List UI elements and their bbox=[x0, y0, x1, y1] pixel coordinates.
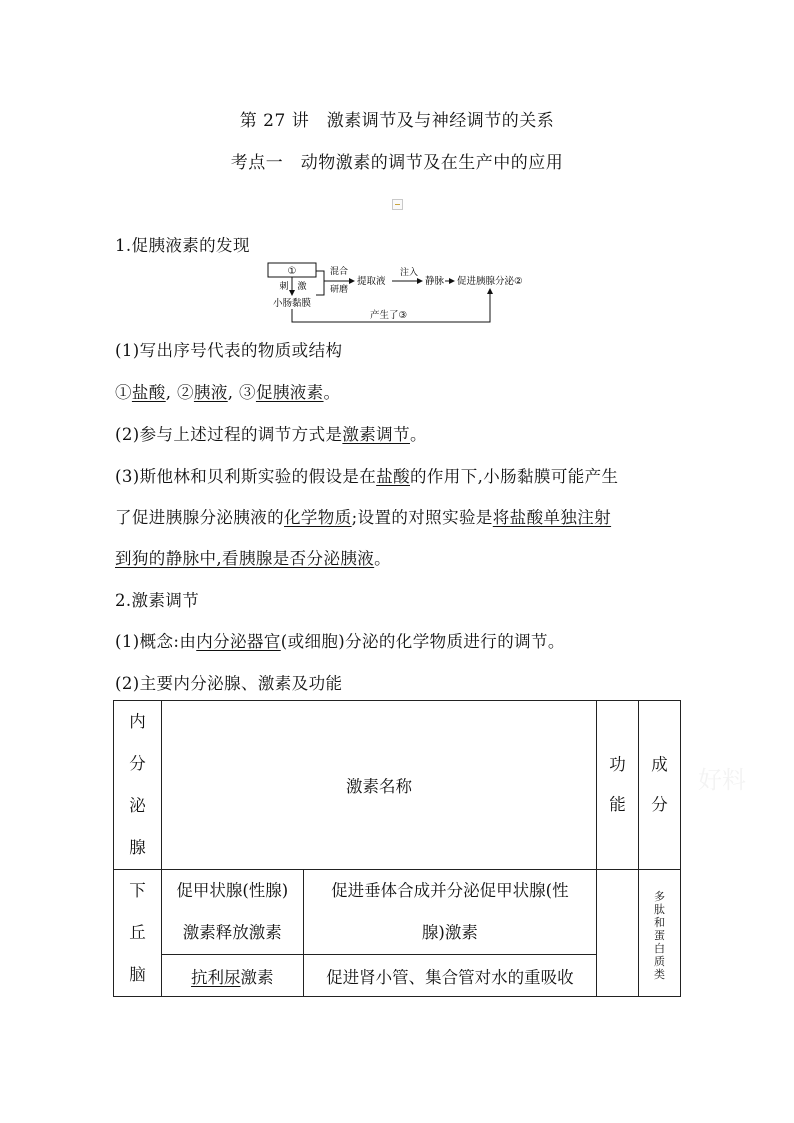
question-3-line-3: 到狗的静脉中,看胰腺是否分泌胰液。 bbox=[115, 549, 392, 568]
lecture-title: 第 27 讲 激素调节及与神经调节的关系 bbox=[239, 111, 555, 131]
function-releasing: 促进垂体合成并分泌促甲状腺(性 腺)激素 bbox=[303, 870, 596, 955]
header-hormone-name: 激素名称 bbox=[161, 701, 596, 870]
svg-text:刺: 刺 bbox=[279, 282, 289, 292]
svg-text:混合: 混合 bbox=[330, 267, 349, 277]
function-adh: 促进肾小管、集合管对水的重吸收 bbox=[303, 955, 596, 997]
table-header-row bbox=[114, 701, 681, 870]
answer-blank: 化学物质 bbox=[284, 508, 352, 527]
svg-text:注入: 注入 bbox=[400, 268, 419, 278]
header-component: 成分 bbox=[639, 701, 681, 870]
broken-image-icon bbox=[392, 199, 403, 210]
header-function: 功能 bbox=[597, 701, 639, 870]
component-cell: 多肽和蛋白质类 bbox=[639, 870, 681, 997]
result-label: 促进胰腺分泌② bbox=[457, 276, 523, 287]
function-empty bbox=[597, 870, 639, 997]
hormone-adh: 抗利尿激素 bbox=[161, 955, 303, 997]
svg-text:研磨: 研磨 bbox=[330, 285, 349, 295]
header-gland: 内分泌腺 bbox=[114, 701, 162, 870]
question-3-line-1: (3)斯他林和贝利斯实验的假设是在盐酸的作用下,小肠黏膜可能产生 bbox=[115, 467, 619, 486]
question-2: (2)参与上述过程的调节方式是激素调节。 bbox=[115, 425, 427, 444]
question-3-line-2: 了促进胰腺分泌胰液的化学物质;设置的对照实验是将盐酸单独注射 bbox=[115, 508, 612, 527]
produce-label: 产生了③ bbox=[370, 310, 408, 321]
endocrine-table bbox=[113, 700, 681, 997]
answer-blank: 将盐酸单独注射 bbox=[492, 508, 612, 527]
answer-blank: 到狗的静脉中,看胰腺是否分泌胰液 bbox=[115, 549, 375, 568]
heading-secretin-discovery: 1.促胰液素的发现 bbox=[115, 236, 250, 255]
heading-hormone-regulation: 2.激素调节 bbox=[115, 591, 200, 610]
answer-blank: 胰液 bbox=[193, 383, 228, 402]
answer-blank: 抗利尿 bbox=[191, 967, 241, 987]
table-row bbox=[114, 955, 681, 997]
mucosa-label: 小肠黏膜 bbox=[272, 298, 312, 309]
answer-blank: 盐酸 bbox=[131, 383, 166, 402]
box-label: ① bbox=[287, 266, 297, 277]
table-row bbox=[114, 870, 681, 955]
subheading-glands: (2)主要内分泌腺、激素及功能 bbox=[115, 674, 343, 693]
answer-blank: 盐酸 bbox=[376, 467, 410, 486]
section-title: 考点一 动物激素的调节及在生产中的应用 bbox=[230, 153, 564, 173]
answer-blank: 促胰液素 bbox=[255, 383, 324, 402]
answer-blank: 激素调节 bbox=[342, 425, 410, 444]
gland-hypothalamus: 下丘脑 bbox=[114, 870, 162, 997]
secretin-flow-diagram bbox=[262, 259, 542, 329]
answer-1: ①盐酸, ②胰液, ③促胰液素。 bbox=[115, 383, 341, 402]
vein-label: 静脉 bbox=[425, 276, 445, 287]
svg-text:激: 激 bbox=[297, 282, 307, 292]
answer-blank: 内分泌器官 bbox=[196, 632, 281, 651]
concept-line: (1)概念:由内分泌器官(或细胞)分泌的化学物质进行的调节。 bbox=[115, 632, 565, 651]
hormone-releasing: 促甲状腺(性腺) 激素释放激素 bbox=[161, 870, 303, 955]
extract-label: 提取液 bbox=[357, 276, 386, 287]
question-1: (1)写出序号代表的物质或结构 bbox=[115, 341, 343, 360]
watermark: 好料 bbox=[698, 766, 746, 794]
